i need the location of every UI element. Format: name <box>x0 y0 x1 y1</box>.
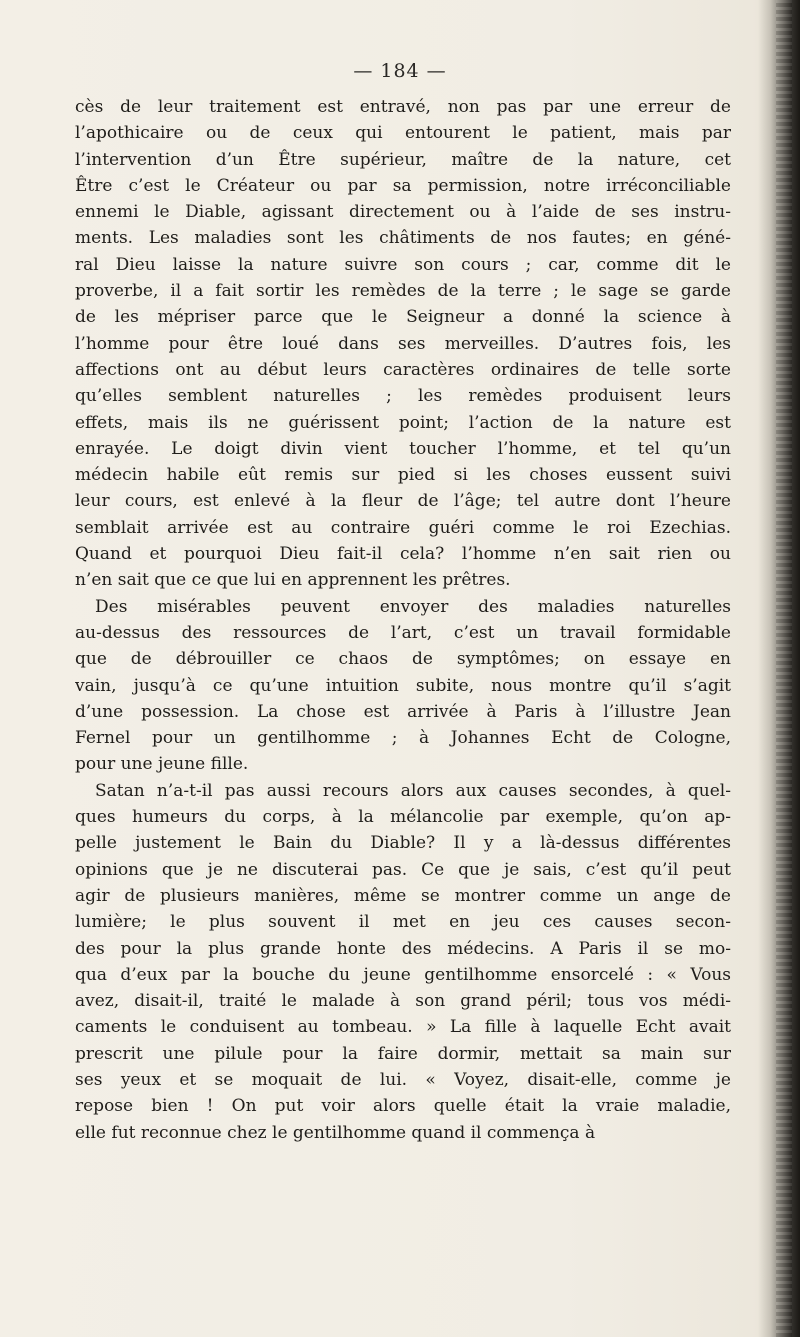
text-line: Satan n’a-t-il pas aussi recours alors aux causes secondes, à quel- <box>95 780 731 801</box>
text-line: avez, disait-il, traité le malade à son grand péril; tous vos médi- <box>75 991 731 1012</box>
text-line: Quand et pourquoi Dieu fait-il cela? l’homme n’en sait rien ou <box>75 544 731 565</box>
text-line: ments. Les maladies sont les châtiments de nos fautes; en géné- <box>75 228 731 249</box>
text-line: pour une jeune fille. <box>75 754 249 775</box>
text-line: ennemi le Diable, agissant directement ou à l’aide de ses instru- <box>75 202 731 223</box>
text-line: enrayée. Le doigt divin vient toucher l’homme, et tel qu’un <box>75 438 731 459</box>
text-line: Des misérables peuvent envoyer des maladies naturelles <box>95 596 731 617</box>
page-number: — 184 — <box>353 60 447 82</box>
text-line: des pour la plus grande honte des médecins. A Paris il se mo- <box>75 938 731 959</box>
text-line: qua d’eux par la bouche du jeune gentilhomme ensorcelé : « Vous <box>75 964 731 985</box>
text-line: lumière; le plus souvent il met en jeu ces causes secon- <box>75 912 731 933</box>
text-line: opinions que je ne discuterai pas. Ce que je sais, c’est qu’il peut <box>75 859 731 880</box>
body-text <box>75 94 731 1146</box>
text-line: Être c’est le Créateur ou par sa permission, notre irréconciliable <box>75 175 731 196</box>
text-line: semblait arrivée est au contraire guéri comme le roi Ezechias. <box>75 517 731 538</box>
text-line: l’homme pour être loué dans ses merveilles. D’autres fois, les <box>75 333 731 354</box>
page-edge-texture <box>776 0 792 1337</box>
text-line: effets, mais ils ne guérissent point; l’action de la nature est <box>75 412 731 433</box>
text-line: cès de leur traitement est entravé, non pas par une erreur de <box>75 97 731 117</box>
text-line: au-dessus des ressources de l’art, c’est un travail formidable <box>75 622 731 643</box>
text-line: vain, jusqu’à ce qu’une intuition subite, nous montre qu’il s’agit <box>75 675 731 696</box>
text-line: caments le conduisent au tombeau. » La fille à laquelle Echt avait <box>75 1017 731 1038</box>
text-line: qu’elles semblent naturelles ; les remèdes produisent leurs <box>75 386 731 407</box>
text-line: de les mépriser parce que le Seigneur a donné la science à <box>75 307 731 328</box>
text-line: ses yeux et se moquait de lui. « Voyez, disait-elle, comme je <box>75 1069 731 1090</box>
text-line: repose bien ! On put voir alors quelle était la vraie maladie, <box>75 1096 731 1117</box>
text-line: que de débrouiller ce chaos de symptômes; on essaye en <box>75 649 731 670</box>
text-line: affections ont au début leurs caractères ordinaires de telle sorte <box>75 359 731 380</box>
text-line: d’une possession. La chose est arrivée à Paris à l’illustre Jean <box>75 701 731 722</box>
text-line: leur cours, est enlevé à la fleur de l’âge; tel autre dont l’heure <box>75 491 731 512</box>
text-line: agir de plusieurs manières, même se montrer comme un ange de <box>75 885 731 906</box>
text-line: médecin habile eût remis sur pied si les choses eussent suivi <box>75 465 731 486</box>
text-line: l’apothicaire ou de ceux qui entourent le patient, mais par <box>75 123 731 144</box>
text-line: elle fut reconnue chez le gentilhomme quand il commença à <box>75 1122 596 1143</box>
text-line: prescrit une pilule pour la faire dormir, mettait sa main sur <box>75 1043 731 1064</box>
text-line: proverbe, il a fait sortir les remèdes de la terre ; le sage se garde <box>75 281 731 302</box>
text-line: ques humeurs du corps, à la mélancolie par exemple, qu’on ap- <box>75 807 731 828</box>
text-line: ral Dieu laisse la nature suivre son cours ; car, comme dit le <box>75 254 731 275</box>
text-line: pelle justement le Bain du Diable? Il y a là-dessus différentes <box>75 833 731 854</box>
text-line: l’intervention d’un Être supérieur, maître de la nature, cet <box>75 149 731 170</box>
text-line: Fernel pour un gentilhomme ; à Johannes Echt de Cologne, <box>75 728 731 749</box>
text-line: n’en sait que ce que lui en apprennent les prêtres. <box>75 570 511 591</box>
